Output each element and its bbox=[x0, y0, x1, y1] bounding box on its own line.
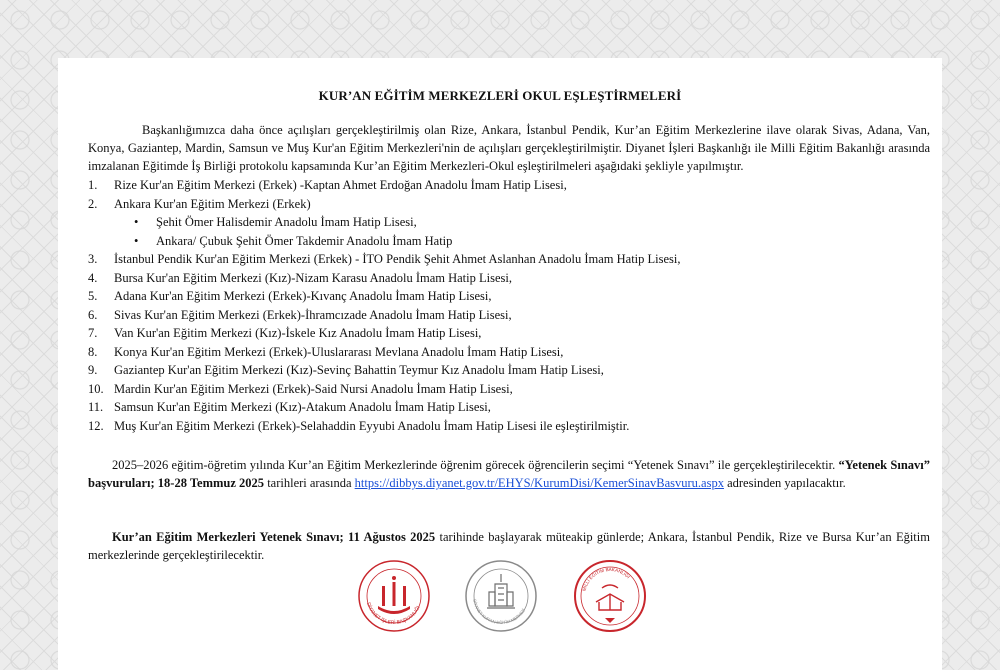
diyanet-logo bbox=[356, 558, 432, 634]
list-item: 11. Samsun Kur'an Eğitim Merkezi (Kız)-Atakum Anadolu İmam Hatip Lisesi, bbox=[88, 400, 491, 414]
list-item: 2. Ankara Kur'an Eğitim Merkezi (Erkek) bbox=[88, 196, 311, 211]
document-title: KUR’AN EĞİTİM MERKEZLERİ OKUL EŞLEŞTİRMELERİ bbox=[318, 88, 682, 103]
svg-text:MİLLİ EĞİTİM BAKANLIĞI: MİLLİ EĞİTİM BAKANLIĞI bbox=[581, 566, 631, 592]
svg-text:DİYANET İŞLERİ BAŞKANLIĞI: DİYANET İŞLERİ BAŞKANLIĞI bbox=[364, 601, 422, 627]
final-paragraph: Kur’an Eğitim Merkezleri Yetenek Sınavı; 11 Ağustos 2025 tarihinde başlayarak müteakip günlerde; Ankara, İstanbul Pendik, Rize ve Bursa Kur’an Eğitim merkezlerinde gerçekleştirilecektir. bbox=[88, 530, 930, 562]
application-link[interactable]: https://dibbys.diyanet.gov.tr/EHYS/KurumDisi/KemerSinavBasvuru.aspx bbox=[354, 476, 724, 490]
list-subitem: • Ankara/ Çubuk Şehit Ömer Takdemir Anadolu İmam Hatip bbox=[134, 233, 453, 248]
list-item: 8. Konya Kur'an Eğitim Merkezi (Erkek)-Uluslararası Mevlana Anadolu İmam Hatip Lisesi, bbox=[88, 344, 564, 359]
list-item: 9. Gaziantep Kur'an Eğitim Merkezi (Kız)-Sevinç Bahattin Teymur Kız Anadolu İmam Hatip Lisesi, bbox=[88, 363, 604, 377]
exam-sentence: 2025–2026 eğitim-öğretim yılında Kur’an Eğitim Merkezlerinde öğrenim görecek öğrencilerin seçimi “Yetenek Sınavı” ile gerçekleştirilecektir. bbox=[112, 458, 836, 472]
list-item: 1. Rize Kur'an Eğitim Merkezi (Erkek) -Kaptan Ahmet Erdoğan Anadolu İmam Hatip Lisesi, bbox=[88, 178, 567, 192]
list-item: 6. Sivas Kur'an Eğitim Merkezi (Erkek)-İhramcızade Anadolu İmam Hatip Lisesi, bbox=[88, 307, 512, 322]
list-item: 3. İstanbul Pendik Kur'an Eğitim Merkezi (Erkek) - İTO Pendik Şehit Ahmet Aslanhan Anadolu İmam Hatip Lisesi, bbox=[88, 252, 681, 266]
exam-date: Kur’an Eğitim Merkezleri Yetenek Sınavı; 11 Ağustos 2025 bbox=[112, 530, 436, 544]
list-item: 4. Bursa Kur'an Eğitim Merkezi (Kız)-Nizam Karasu Anadolu İmam Hatip Lisesi, bbox=[88, 270, 512, 285]
matching-list bbox=[88, 176, 930, 435]
logo-row bbox=[58, 558, 942, 658]
list-item: 12. Muş Kur'an Eğitim Merkezi (Erkek)-Selahaddin Eyyubi Anadolu İmam Hatip Lisesi ile eşleştirilmiştir. bbox=[88, 418, 630, 433]
kuran-egitim-merkezi-logo bbox=[463, 558, 539, 634]
list-subitem: • Şehit Ömer Halisdemir Anadolu İmam Hatip Lisesi, bbox=[134, 215, 417, 229]
list-item: 5. Adana Kur'an Eğitim Merkezi (Erkek)-Kıvanç Anadolu İmam Hatip Lisesi, bbox=[88, 289, 492, 303]
exam-paragraph: 2025–2026 eğitim-öğretim yılında Kur’an Eğitim Merkezlerinde öğrenim görecek öğrencilerin seçimi “Yetenek Sınavı” ile gerçekleştirilecektir. “Yetenek Sınavı” başvuruları; 18-28 Temmuz 2025 tarihleri arasında https://dibbys.diyanet.gov.tr/EHYS/KurumDisi/KemerSinavBasvuru.aspx adresinden yapılacaktır. bbox=[88, 458, 931, 490]
application-dates: “Yetenek Sınavı” başvuruları; 18-28 Temmuz 2025 bbox=[88, 458, 931, 490]
svg-text:DİYANET KUR'AN EĞİTİM MERKEZİ: DİYANET KUR'AN EĞİTİM MERKEZİ bbox=[472, 598, 527, 626]
list-item: 10. Mardin Kur'an Eğitim Merkezi (Erkek)-Said Nursi Anadolu İmam Hatip Lisesi, bbox=[88, 381, 513, 396]
meb-logo bbox=[572, 558, 648, 634]
list-item: 7. Van Kur'an Eğitim Merkezi (Kız)-İskele Kız Anadolu İmam Hatip Lisesi, bbox=[88, 326, 482, 340]
document-page bbox=[58, 58, 942, 670]
intro-paragraph: Başkanlığımızca daha önce açılışları gerçekleştirilmiş olan Rize, Ankara, İstanbul Pendik, Kur’an Eğitim Merkezlerine ilave olarak Sivas, Adana, Van, Konya, Gaziantep, Mardin, Samsun ve Muş Kur'an Eğitim Merkezleri'nin de açılışları gerçekleştirilmiştir. Diyanet İşleri Başkanlığı ile Milli Eğitim Bakanlığı arasında imzalanan Eğitimde İş Birliği protokolu kapsamında Kur’an Eğitim Merkezleri-Okul eşleştirilmeleri aşağıdaki şekliyle yapılmıştır. bbox=[88, 123, 930, 173]
